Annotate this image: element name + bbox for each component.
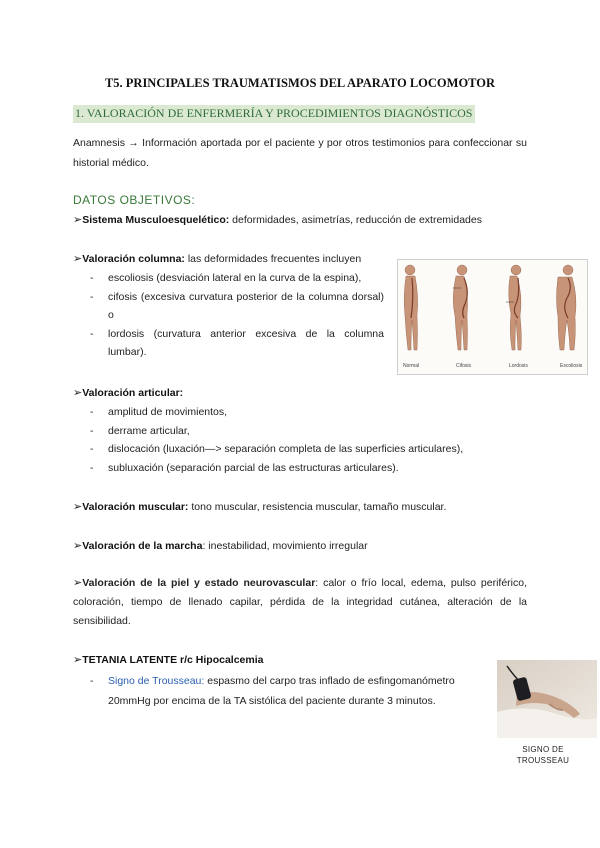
arrow-bullet-icon: ➢ [73, 253, 83, 265]
valoracion-columna-item [73, 250, 361, 268]
valoracion-marcha-item [73, 537, 368, 555]
figure-caption: Escoliosis [560, 363, 583, 369]
tetania-item [73, 651, 263, 669]
tetania-label: TETANIA LATENTE r/c Hipocalcemia [82, 654, 264, 666]
sistema-text: deformidades, asimetrías, reducción de extremidades [229, 214, 482, 226]
sistema-label: Sistema Musculoesquelético: [82, 214, 230, 226]
tetania-list [90, 671, 490, 711]
trousseau-sign-name: Signo de Trousseau: [108, 675, 205, 687]
valoracion-piel-item [73, 574, 527, 631]
sistema-musculoesqueletico-item [73, 211, 482, 229]
marcha-text: : inestabilidad, movimiento irregular [202, 540, 368, 552]
trousseau-sign-photo [497, 660, 597, 738]
photo-caption-line: SIGNO DE [522, 745, 564, 754]
figure-caption: Normal [403, 363, 420, 369]
muscular-label: Valoración muscular: [82, 501, 189, 513]
piel-label: Valoración de la piel y estado neurovascular [82, 577, 316, 589]
list-item: - amplitud de movimientos, [90, 403, 530, 422]
columna-list [90, 269, 384, 362]
figure-caption: Cifosis [456, 363, 472, 369]
photo-caption-line: TROUSSEAU [516, 756, 570, 765]
spine-deformities-figure [397, 259, 588, 375]
anamnesis-paragraph: Anamnesis → Información aportada por el paciente y por otros testimonios para confeccionar su historial médico. [73, 137, 527, 169]
figure-caption: Lordosis [509, 363, 528, 369]
list-item: - lordosis (curvatura anterior excesiva de la columna lumbar). [90, 325, 384, 362]
list-item: - derrame articular, [90, 422, 530, 441]
arrow-bullet-icon: ➢ [73, 540, 83, 552]
list-item: - cifosis (excesiva curvatura posterior de la columna dorsal) o [90, 288, 384, 325]
spine-illustration [398, 260, 589, 376]
piel-text: : calor o frío local, edema, pulso periférico, coloración, tiempo de llenado capilar, pérdida de la integridad cutánea, alteración de la sensibilidad. [73, 577, 527, 627]
marcha-label: Valoración de la marcha [82, 540, 203, 552]
arrow-bullet-icon: ➢ [73, 577, 83, 589]
columna-label: Valoración columna: [82, 253, 185, 265]
datos-objetivos-heading: DATOS OBJETIVOS: [73, 193, 196, 207]
muscular-text: tono muscular, resistencia muscular, tamaño muscular. [188, 501, 447, 513]
section-heading: 1. VALORACIÓN DE ENFERMERÍA Y PROCEDIMIENTOS DIAGNÓSTICOS [73, 105, 475, 123]
articular-label: Valoración articular: [82, 387, 184, 399]
articular-list [90, 403, 530, 477]
trousseau-sign-text: espasmo del carpo tras inflado de esfingomanómetro 20mmHg por encima de la TA sistólica del paciente durante 3 minutos. [108, 675, 455, 707]
arrow-bullet-icon: ➢ [73, 387, 83, 399]
arrow-bullet-icon: ➢ [73, 501, 83, 513]
list-item: - subluxación (separación parcial de las estructuras articulares). [90, 459, 530, 478]
list-item [90, 671, 490, 711]
columna-text: las deformidades frecuentes incluyen [184, 253, 362, 265]
arrow-bullet-icon: ➢ [73, 214, 83, 226]
list-item: - escoliosis (desviación lateral en la curva de la espina), [90, 269, 384, 288]
page-title: T5. PRINCIPALES TRAUMATISMOS DEL APARATO LOCOMOTOR [104, 76, 496, 90]
valoracion-articular-item [73, 384, 183, 402]
list-item: - dislocación (luxación—> separación completa de las superficies articulares), [90, 440, 530, 459]
valoracion-muscular-item [73, 498, 446, 516]
photo-caption [513, 744, 573, 766]
trousseau-photo-illustration [497, 660, 597, 738]
arrow-bullet-icon: ➢ [73, 654, 83, 666]
